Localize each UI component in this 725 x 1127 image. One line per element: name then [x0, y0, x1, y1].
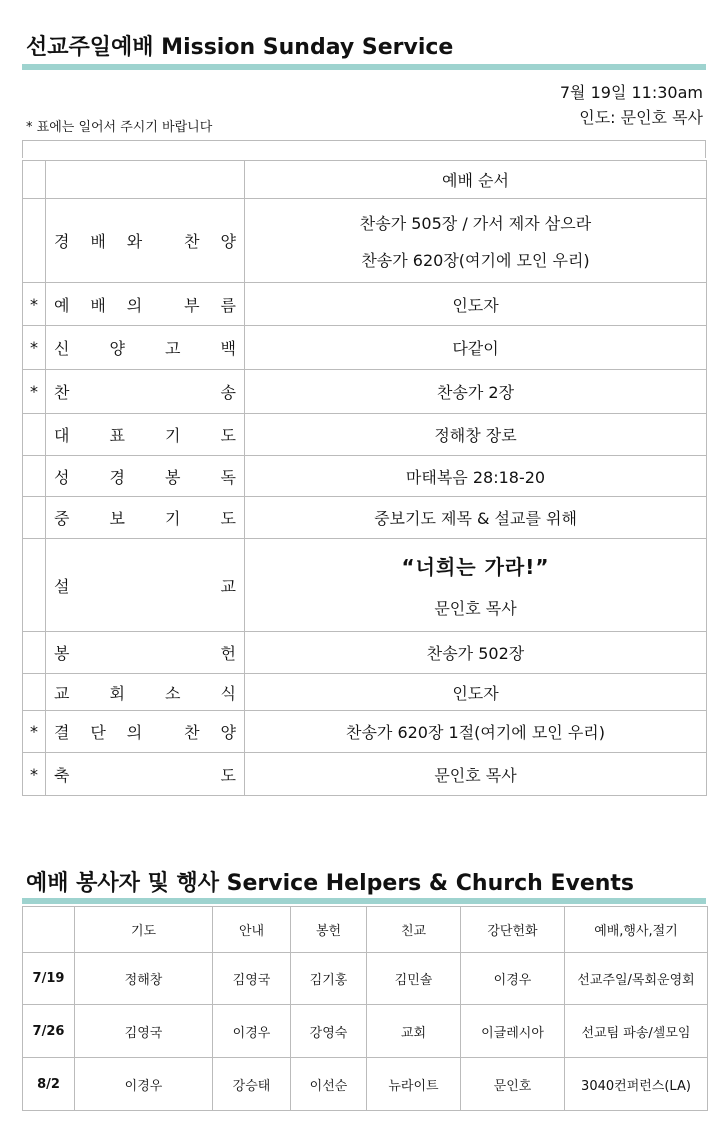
- stand-marker: *: [23, 370, 46, 414]
- content-line: 다같이: [452, 339, 499, 358]
- item-char: 표: [109, 426, 125, 445]
- content-line: 문인호 목사: [434, 765, 517, 785]
- helpers-row: [23, 1058, 708, 1111]
- stand-marker: [23, 456, 46, 497]
- stand-marker: [23, 497, 46, 539]
- item-char: 의: [126, 723, 143, 742]
- content-line: 문인호 목사: [434, 599, 517, 618]
- order-item-content: [245, 456, 707, 497]
- order-row: [23, 711, 707, 753]
- item-char: 찬: [54, 383, 70, 402]
- stand-marker: [23, 539, 46, 632]
- item-char: 성: [54, 467, 70, 487]
- order-item-content: [245, 674, 707, 711]
- helpers-title: 예배 봉사자 및 행사 Service Helpers & Church Events: [26, 871, 635, 896]
- item-char: 중: [54, 509, 70, 528]
- item-char: 결: [54, 723, 70, 742]
- order-item-name: [46, 370, 245, 414]
- order-item-name: [46, 632, 245, 674]
- order-item-content: [245, 414, 707, 456]
- item-char: 식: [220, 683, 236, 703]
- order-item-content: [245, 326, 707, 370]
- stand-marker: [23, 414, 46, 456]
- item-char: 독: [220, 467, 236, 487]
- helpers-cell: 정해창: [75, 953, 213, 1005]
- order-item-content: [245, 283, 707, 326]
- helpers-date: 7/26: [23, 1005, 75, 1058]
- item-char: 도: [220, 765, 236, 785]
- item-char: 기: [165, 426, 181, 445]
- helpers-table: [22, 906, 708, 1111]
- stand-marker: [23, 632, 46, 674]
- standing-note: * 표에는 일어서 주시기 바랍니다: [26, 120, 213, 135]
- order-row: [23, 753, 707, 796]
- helpers-cell: 선교팀 파송/셀모임: [565, 1005, 708, 1058]
- order-item-content: [245, 199, 707, 283]
- item-char: 도: [220, 426, 236, 445]
- order-row: [23, 539, 707, 632]
- stand-marker: *: [23, 283, 46, 326]
- item-char: 단: [90, 723, 106, 742]
- order-item-content: [245, 753, 707, 796]
- order-item-name: [46, 539, 245, 632]
- item-char: 헌: [220, 644, 236, 663]
- item-char: 예: [54, 295, 70, 315]
- mission-title: 선교주일예배 Mission Sunday Service: [26, 35, 454, 60]
- content-line: 인도자: [452, 295, 499, 315]
- order-item-name: [46, 199, 245, 283]
- helpers-column-header: 봉헌: [291, 907, 367, 953]
- helpers-cell: 김민솔: [367, 953, 461, 1005]
- content-line: 찬송가 620장(여기에 모인 우리): [361, 250, 590, 270]
- content-line: 마태복음 28:18-20: [405, 467, 546, 487]
- content-line: 인도자: [452, 683, 499, 703]
- helpers-cell: 문인호: [461, 1058, 565, 1111]
- helpers-cell: 이선순: [291, 1058, 367, 1111]
- title-rule: [22, 64, 706, 70]
- helpers-cell: 이경우: [75, 1058, 213, 1111]
- order-item-content: [245, 711, 707, 753]
- content-line: 찬송가 2장: [436, 383, 515, 402]
- helpers-cell: 강영숙: [291, 1005, 367, 1058]
- order-header: 예배 순서: [245, 161, 707, 199]
- order-item-name: [46, 414, 245, 456]
- order-header-row: [23, 161, 707, 199]
- order-row: [23, 632, 707, 674]
- item-char: 회: [109, 683, 125, 703]
- item-char: 름: [220, 295, 236, 315]
- sermon-title: “너희는 가라!”: [401, 555, 550, 579]
- helpers-row: [23, 1005, 708, 1058]
- helpers-cell: 강승태: [213, 1058, 291, 1111]
- helpers-cell: 선교주일/목회운영회: [565, 953, 708, 1005]
- item-char: 교: [54, 683, 70, 703]
- stand-marker: *: [23, 326, 46, 370]
- item-char: 부: [184, 295, 200, 315]
- order-item-content: [245, 632, 707, 674]
- helpers-header-row: [23, 907, 708, 953]
- item-char: 소: [165, 683, 181, 703]
- item-char: 배: [90, 295, 106, 315]
- helpers-column-header: 강단헌화: [461, 907, 565, 953]
- order-item-name: [46, 711, 245, 753]
- content-line: 찬송가 502장: [426, 644, 525, 663]
- order-item-name: [46, 326, 245, 370]
- content-line: 정해창 장로: [434, 426, 517, 445]
- order-item-content: [245, 539, 707, 632]
- helpers-row: [23, 953, 708, 1005]
- item-char: 경: [54, 232, 70, 251]
- helpers-cell: 김영국: [213, 953, 291, 1005]
- service-date: 7월 19일 11:30am: [559, 83, 703, 102]
- order-item-name: [46, 497, 245, 539]
- order-row: [23, 326, 707, 370]
- helpers-cell: 이경우: [213, 1005, 291, 1058]
- item-char: 배: [90, 232, 106, 251]
- order-item-content: [245, 370, 707, 414]
- item-char: 양: [220, 232, 236, 251]
- order-of-service-table: [22, 160, 707, 796]
- item-char: 의: [126, 295, 143, 315]
- helpers-column-header: 친교: [367, 907, 461, 953]
- helpers-column-header: [23, 907, 75, 953]
- item-char: 백: [220, 339, 236, 358]
- item-char: 대: [54, 426, 70, 445]
- order-item-content: [245, 497, 707, 539]
- item-char: 경: [109, 467, 125, 487]
- order-row: [23, 370, 707, 414]
- helpers-date: 7/19: [23, 953, 75, 1005]
- item-char: 찬: [184, 232, 200, 251]
- helpers-column-header: 기도: [75, 907, 213, 953]
- item-char: 축: [54, 765, 70, 785]
- helpers-column-header: 안내: [213, 907, 291, 953]
- order-row: [23, 497, 707, 539]
- order-row: [23, 414, 707, 456]
- order-row: [23, 199, 707, 283]
- item-char: 도: [220, 509, 236, 528]
- item-char: 와: [126, 232, 143, 251]
- item-char: 교: [220, 576, 236, 596]
- helpers-cell: 3040컨퍼런스(LA): [565, 1058, 708, 1111]
- item-char: 봉: [165, 467, 181, 487]
- table-top-strip: [22, 140, 706, 158]
- item-char: 신: [54, 339, 70, 358]
- order-item-name: [46, 456, 245, 497]
- item-char: 양: [109, 339, 125, 358]
- stand-marker: *: [23, 753, 46, 796]
- item-char: 송: [220, 383, 236, 402]
- item-char: 찬: [184, 723, 200, 742]
- order-row: [23, 674, 707, 711]
- helpers-cell: 뉴라이트: [367, 1058, 461, 1111]
- helpers-cell: 김영국: [75, 1005, 213, 1058]
- helpers-cell: 김기홍: [291, 953, 367, 1005]
- item-char: 고: [165, 339, 181, 358]
- item-char: 양: [220, 723, 236, 742]
- helpers-column-header: 예배,행사,절기: [565, 907, 708, 953]
- helpers-cell: 교회: [367, 1005, 461, 1058]
- order-row: [23, 283, 707, 326]
- order-item-name: [46, 674, 245, 711]
- stand-marker: *: [23, 711, 46, 753]
- content-line: 중보기도 제목 & 설교를 위해: [374, 509, 577, 528]
- item-char: 기: [165, 509, 181, 528]
- helpers-rule: [22, 898, 706, 904]
- item-char: 보: [109, 509, 125, 528]
- stand-marker: [23, 674, 46, 711]
- item-char: 설: [54, 576, 70, 596]
- stand-marker: [23, 199, 46, 283]
- helpers-cell: 이글레시아: [461, 1005, 565, 1058]
- item-char: 봉: [54, 644, 70, 663]
- service-leader: 인도: 문인호 목사: [579, 108, 703, 127]
- helpers-cell: 이경우: [461, 953, 565, 1005]
- content-line: 찬송가 505장 / 가서 제자 삼으라: [359, 213, 592, 233]
- order-item-name: [46, 753, 245, 796]
- content-line: 찬송가 620장 1절(여기에 모인 우리): [345, 723, 606, 742]
- order-item-name: [46, 283, 245, 326]
- helpers-date: 8/2: [23, 1058, 75, 1111]
- order-row: [23, 456, 707, 497]
